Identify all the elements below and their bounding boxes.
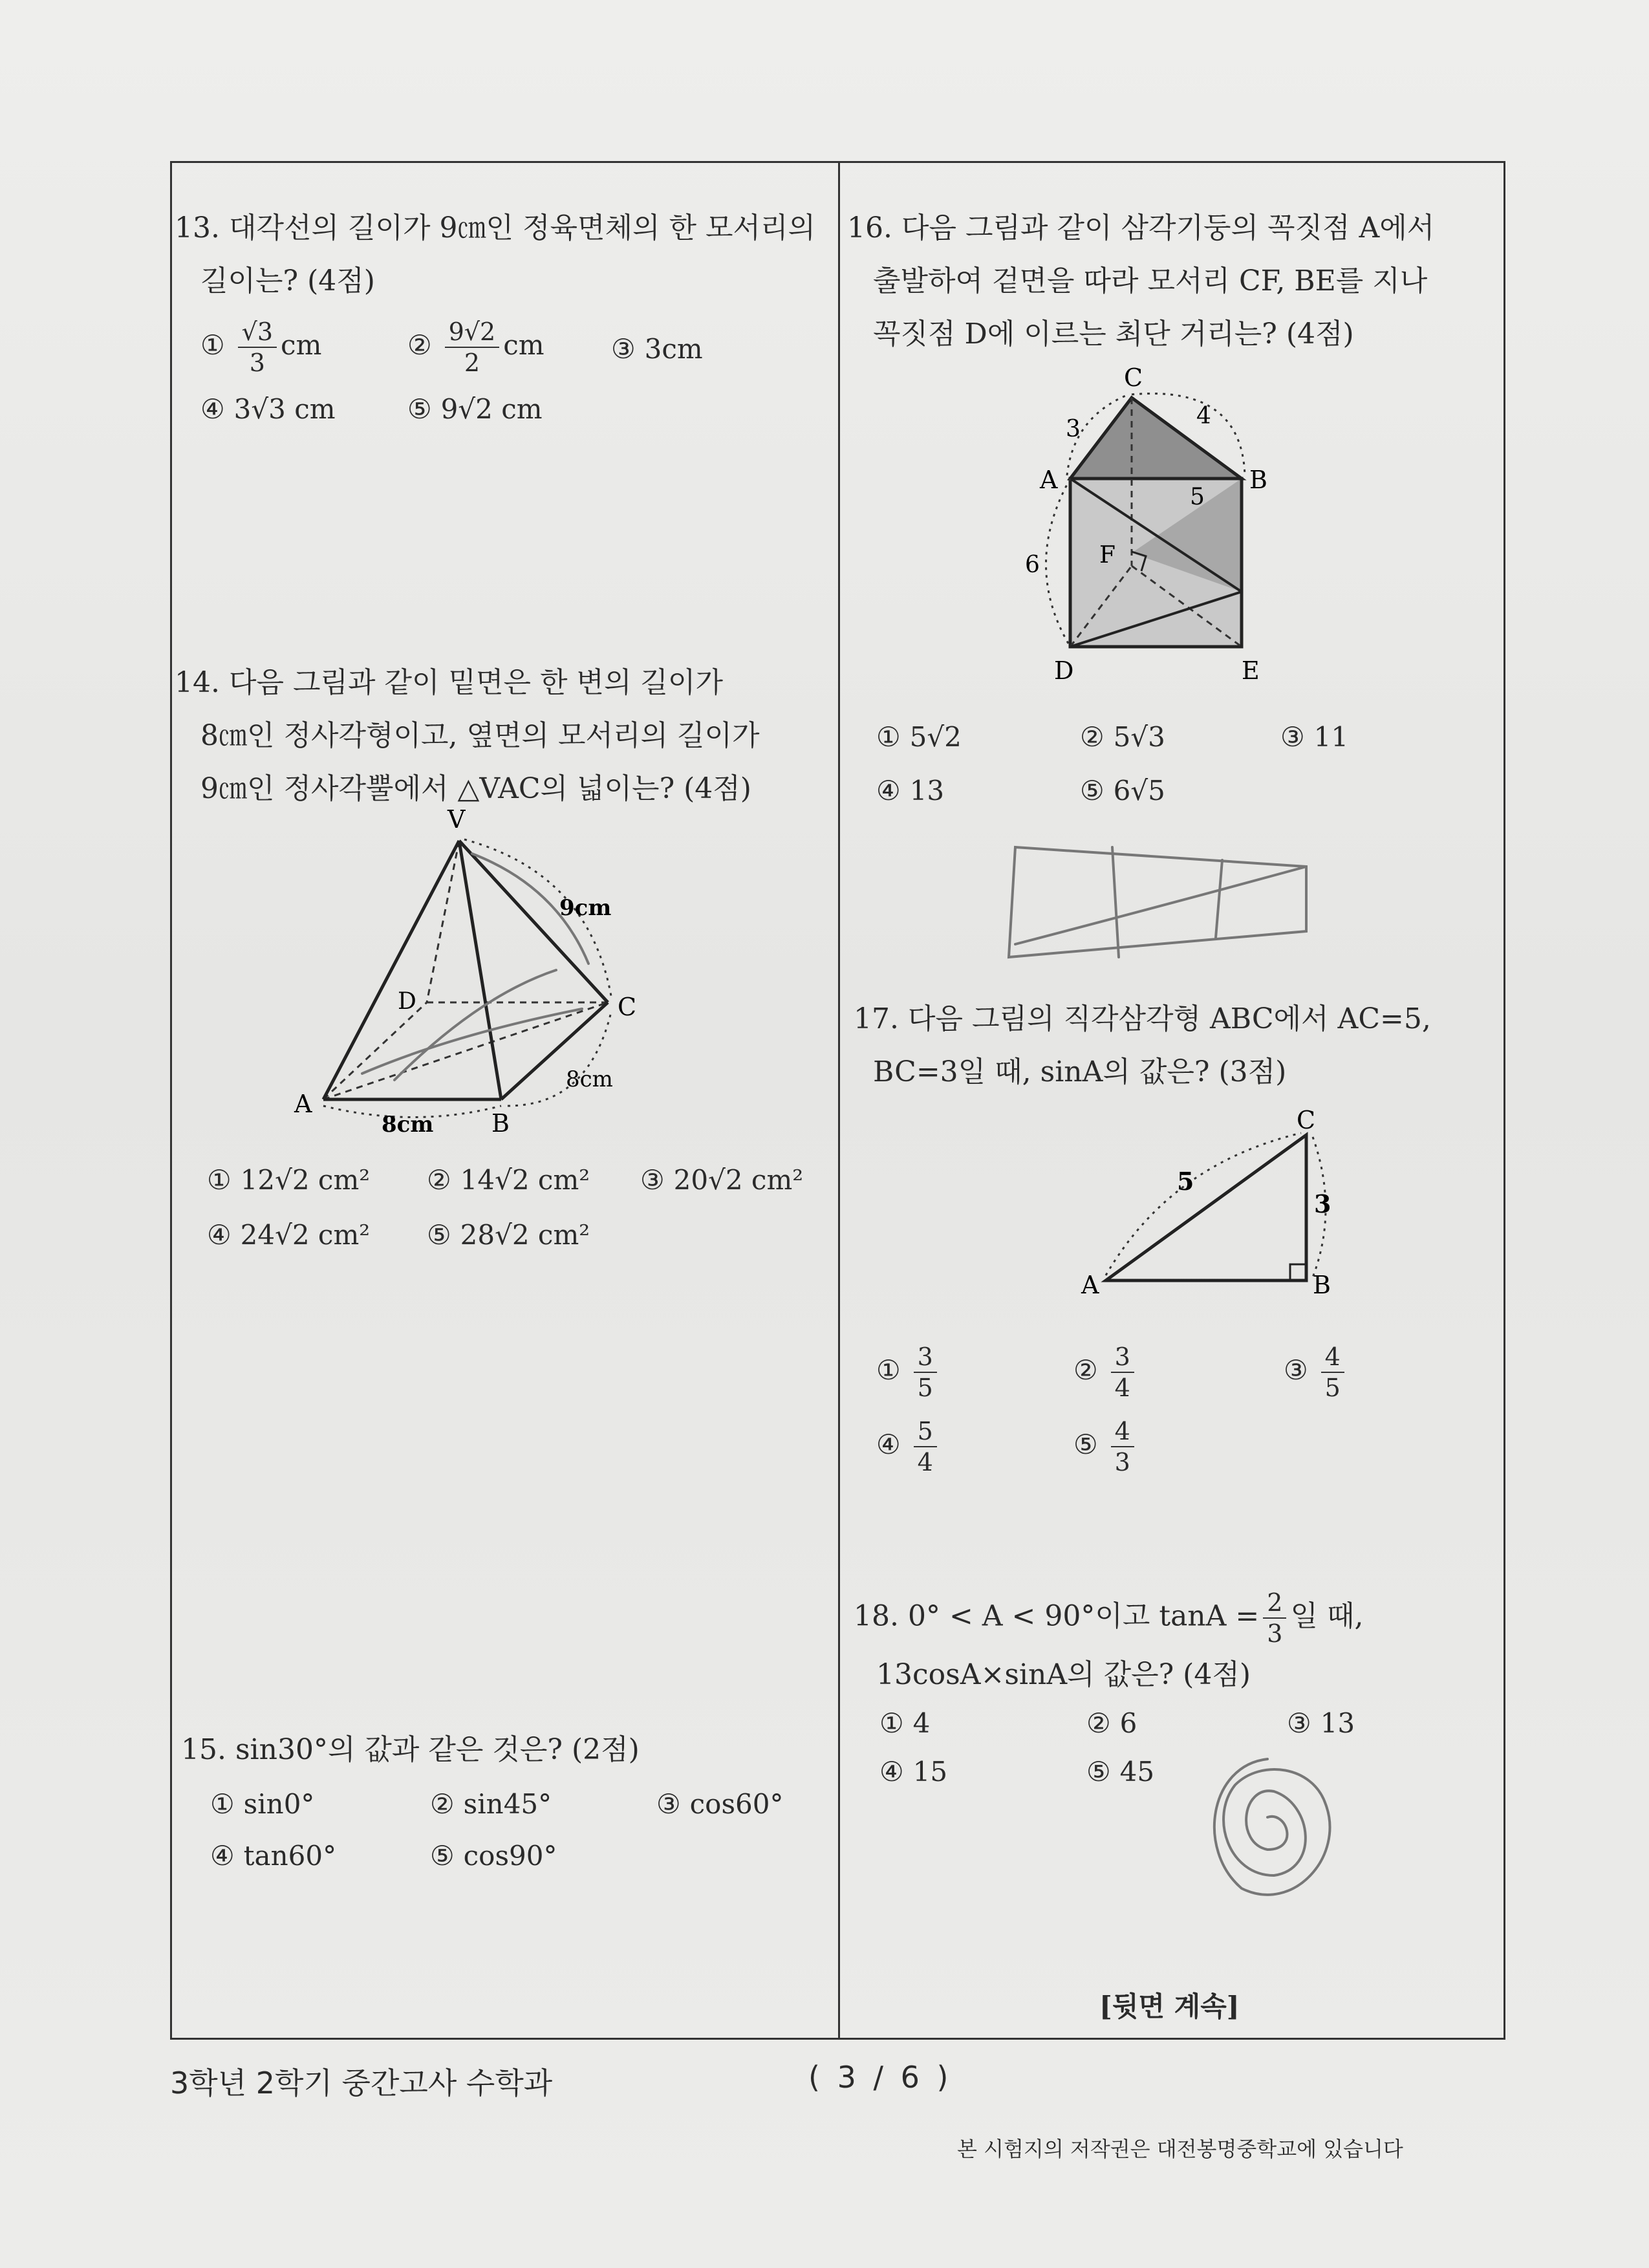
q14-stem xyxy=(175,656,834,815)
edge-vd xyxy=(427,841,459,1002)
q17-triangle-figure xyxy=(1073,1106,1358,1313)
q14-stem-line3: 9㎝인 정사각뿔에서 △VAC의 넓이는? (4점) xyxy=(200,772,751,805)
q16-option-4[interactable]: ④ 13 xyxy=(876,775,945,806)
label-f: F xyxy=(1099,542,1116,568)
q13-option-5[interactable]: ⑤ 9√2 cm xyxy=(407,393,543,425)
label-c: C xyxy=(618,993,637,1021)
label-8cm-ab: 8cm xyxy=(382,1112,434,1138)
label-c: C xyxy=(1297,1106,1316,1134)
q15-option-5[interactable]: ⑤ cos90° xyxy=(430,1840,557,1872)
q18-option-3[interactable]: ③ 13 xyxy=(1287,1707,1355,1739)
q14-option-3[interactable]: ③ 20√2 cm² xyxy=(640,1164,804,1196)
triangle-abc xyxy=(1106,1135,1306,1280)
q17-option-5[interactable]: ⑤ $\frac{4}{3}$ xyxy=(1073,1416,1138,1477)
q14-option-2[interactable]: ② 14√2 cm² xyxy=(427,1164,590,1196)
q18-stem xyxy=(854,1588,1500,1701)
label-a: A xyxy=(1081,1271,1099,1299)
pencil-unfolding-sketch xyxy=(970,828,1358,977)
q18-option-1[interactable]: ① 4 xyxy=(879,1707,931,1739)
label-9cm: 9cm xyxy=(559,895,612,921)
label-5: 5 xyxy=(1177,1167,1194,1196)
label-d: D xyxy=(398,988,416,1015)
q18-option-4[interactable]: ④ 15 xyxy=(879,1756,948,1787)
continue-label: [뒷면 계속] xyxy=(1099,1991,1240,2022)
dim-arc-ad xyxy=(1046,479,1071,647)
q16-option-2[interactable]: ② 5√3 xyxy=(1080,721,1165,753)
label-3: 3 xyxy=(1066,416,1081,442)
q13-option-3[interactable]: ③ 3cm xyxy=(611,333,703,365)
q17-option-3[interactable]: ③ $\frac{4}{5}$ xyxy=(1284,1342,1348,1403)
q15-option-3[interactable]: ③ cos60° xyxy=(656,1788,784,1820)
q17-stem-line1: 17. 다음 그림의 직각삼각형 ABC에서 AC=5, xyxy=(854,1002,1431,1035)
label-6: 6 xyxy=(1025,552,1040,578)
q14-option-4[interactable]: ④ 24√2 cm² xyxy=(207,1219,371,1251)
footer-exam-title: 3학년 2학기 중간고사 수학과 xyxy=(170,2066,553,2101)
label-b: B xyxy=(491,1109,510,1138)
q16-stem xyxy=(847,202,1500,361)
q13-stem xyxy=(175,202,834,308)
q16-option-1[interactable]: ① 5√2 xyxy=(876,721,962,753)
q14-option-1[interactable]: ① 12√2 cm² xyxy=(207,1164,371,1196)
right-angle-b xyxy=(1290,1264,1306,1280)
q18-option-2[interactable]: ② 6 xyxy=(1086,1707,1137,1739)
edge-ad xyxy=(323,1002,427,1099)
q13-stem-line2: 길이는? (4점) xyxy=(200,265,375,297)
q17-stem xyxy=(854,993,1500,1099)
label-e: E xyxy=(1242,656,1260,685)
q15-option-1[interactable]: ① sin0° xyxy=(210,1788,315,1820)
q16-stem-line1: 16. 다음 그림과 같이 삼각기둥의 꼭짓점 A에서 xyxy=(847,211,1435,244)
footer-page-number: ( 3 / 6 ) xyxy=(808,2060,953,2095)
q14-stem-line2: 8㎝인 정사각형이고, 옆면의 모서리의 길이가 xyxy=(200,719,760,752)
label-5: 5 xyxy=(1190,484,1205,510)
label-8cm-bc: 8cm xyxy=(566,1066,613,1092)
q15-option-2[interactable]: ② sin45° xyxy=(430,1788,552,1820)
label-b: B xyxy=(1249,466,1267,494)
label-c: C xyxy=(1124,363,1143,392)
q15-stem: 15. sin30°의 값과 같은 것은? (2점) xyxy=(181,1733,640,1766)
pencil-scribble xyxy=(1183,1746,1352,1914)
label-b: B xyxy=(1313,1271,1331,1299)
q16-stem-line3: 꼭짓점 D에 이르는 최단 거리는? (4점) xyxy=(873,318,1354,351)
q16-option-5[interactable]: ⑤ 6√5 xyxy=(1080,775,1165,806)
q15-option-4[interactable]: ④ tan60° xyxy=(210,1840,337,1872)
q16-option-3[interactable]: ③ 11 xyxy=(1280,721,1349,753)
q13-option-4[interactable]: ④ 3√3 cm xyxy=(200,393,336,425)
label-a: A xyxy=(294,1090,312,1118)
q18-stem-line1: 18. 0° < A < 90°이고 tanA = $\frac{2}{3}$ 일 때, xyxy=(854,1588,1364,1648)
q13-stem-line1: 13. 대각선의 길이가 9㎝인 정육면체의 한 모서리의 xyxy=(175,211,815,244)
q13-option-1[interactable]: ① $\frac{√3}{3}$ cm xyxy=(200,318,322,377)
label-4: 4 xyxy=(1196,403,1211,429)
q16-stem-line2: 출발하여 겉면을 따라 모서리 CF, BE를 지나 xyxy=(873,265,1428,297)
q17-option-4[interactable]: ④ $\frac{5}{4}$ xyxy=(876,1416,941,1477)
q14-stem-line1: 14. 다음 그림과 같이 밑면은 한 변의 길이가 xyxy=(175,666,723,699)
q17-option-2[interactable]: ② $\frac{3}{4}$ xyxy=(1073,1342,1138,1403)
label-v: V xyxy=(447,805,466,834)
dim-arc-ac xyxy=(1106,1133,1301,1275)
label-d: D xyxy=(1054,656,1074,685)
q14-pyramid-figure xyxy=(285,802,711,1145)
q14-option-5[interactable]: ⑤ 28√2 cm² xyxy=(427,1219,590,1251)
footer-copyright: 본 시험지의 저작권은 대전봉명중학교에 있습니다 xyxy=(957,2137,1403,2161)
q18-option-5[interactable]: ⑤ 45 xyxy=(1086,1756,1155,1787)
label-3: 3 xyxy=(1314,1189,1331,1218)
q17-stem-line2: BC=3일 때, sinA의 값은? (3점) xyxy=(873,1055,1287,1088)
q13-option-2[interactable]: ② $\frac{9√2}{2}$ cm xyxy=(407,318,544,377)
column-divider xyxy=(838,161,840,2040)
label-a: A xyxy=(1040,466,1058,494)
q17-option-1[interactable]: ① $\frac{3}{5}$ xyxy=(876,1342,941,1403)
q16-prism-figure xyxy=(1009,359,1287,689)
q18-stem-line2: 13cosA×sinA의 값은? (4점) xyxy=(876,1658,1251,1691)
